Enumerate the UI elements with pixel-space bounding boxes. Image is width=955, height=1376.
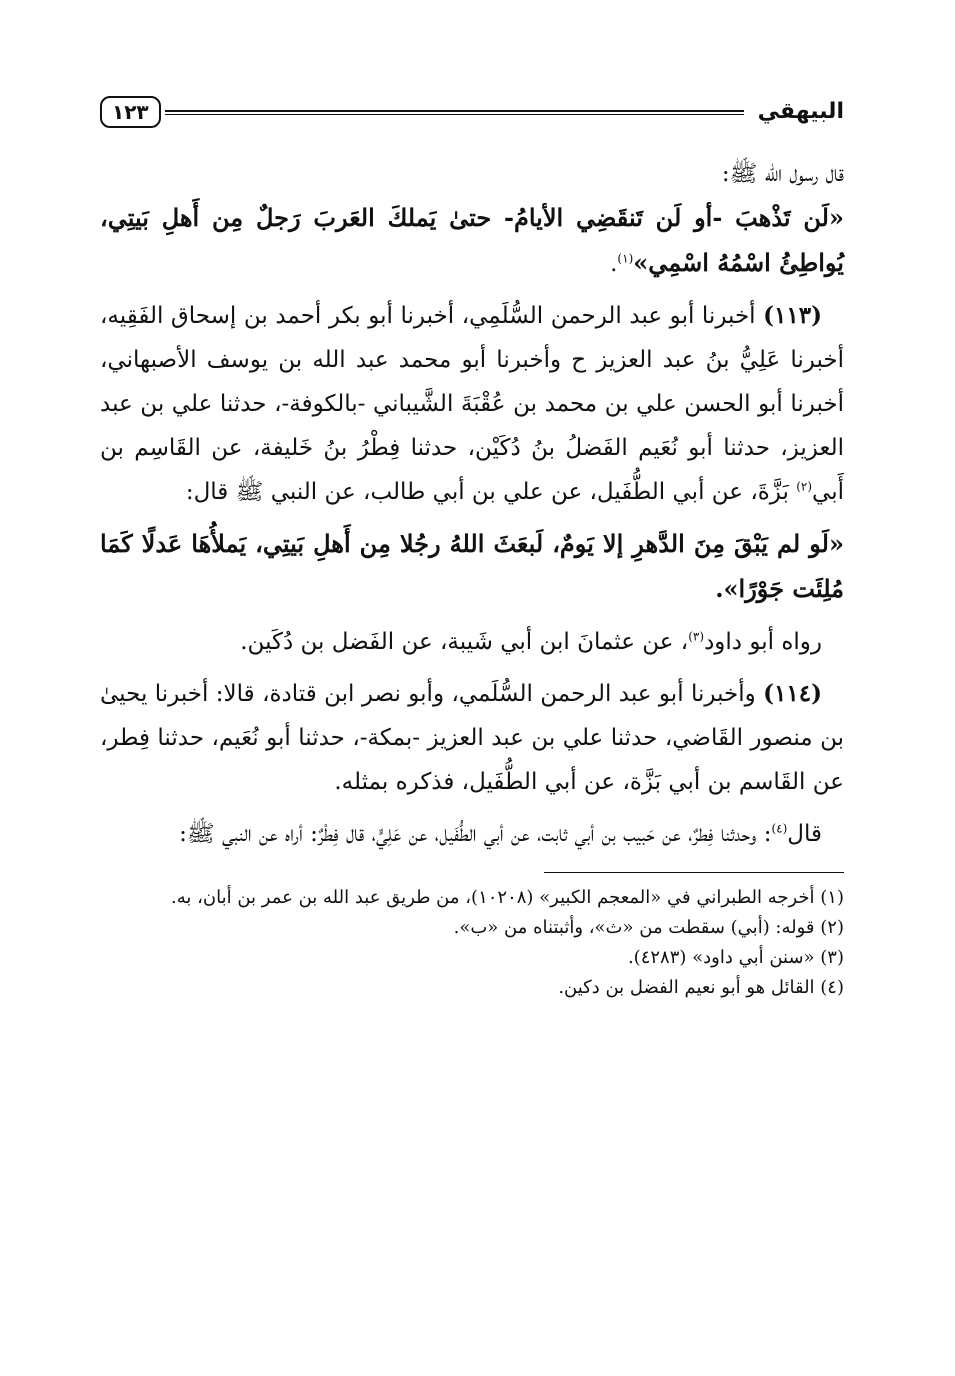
paragraph-qala (100, 812, 844, 856)
qala-a: قال (787, 821, 822, 847)
footnotes (100, 883, 844, 1003)
footnote-3: (٣) «سنن أبي داود» (٤٢٨٣). (627, 947, 844, 968)
qala-b: : وحدثنا فِطرٌ، عن حَبيب بن أبي ثابت، عن أبي الطُّفَيل، عن عَلِيٍّ، قال فِطْرٌ: أراه عن النبي ﷺ: (179, 821, 772, 847)
hadith-text-1: «لَن تَذْهبَ -أو لَن تَنقَضِي الأيامُ- حتىٰ يَملكَ العَربَ رَجلٌ مِن أَهلِ بَيتِي، يُواطِئُ اسْمُهُ اسْمِي» (100, 203, 844, 277)
footnote-4: (٤) القائل هو أبو نعيم الفضل بن دكين. (558, 977, 844, 998)
narration-a: رواه أبو داود (704, 629, 822, 655)
main-text (100, 152, 844, 856)
header-rule (165, 110, 744, 115)
hadith-1-end: . (610, 251, 618, 277)
running-title: البيهقي (757, 99, 844, 124)
hadith-text-2: «لَو لم يَبْقَ مِنَ الدَّهرِ إلا يَومٌ، لَبعَثَ اللهُ رجُلا مِن أَهلِ بَيتِي، يَملأُهَا عَدلًا كَمَا مُلِئَت جَوْرًا». (100, 529, 844, 603)
page-header (100, 92, 844, 132)
footnote-ref-1[interactable]: (١) (617, 251, 634, 266)
hadith-number-114: (١١٤) (763, 680, 822, 707)
book-page (100, 92, 844, 1332)
isnad-113-b: بَزَّةَ، عن أبي الطُّفَيل، عن علي بن أبي طالب، عن النبي ﷺ قال: (185, 479, 789, 505)
isnad-113-a: أخبرنا أبو عبد الرحمن السُّلَمِي، أخبرنا أبو بكر أحمد بن إسحاق الفَقِيه، أخبرنا عَلِيُّ بنُ عبد العزيز ح وأخبرنا أبو محمد عبد الله بن يوسف الأصبهاني، أخبرنا أبو الحسن علي بن محمد بن عُقْبَةَ الشَّيباني -بالكوفة-، حدثنا علي بن عبد العزيز، حدثنا أبو نُعَيم الفَضلُ بنُ دُكَيْن، حدثنا فِطْرُ بنُ خَليفة، عن القَاسِم بن أَبي (100, 303, 844, 505)
footnote-1: (١) أخرجه الطبراني في «المعجم الكبير» (١٠٢٠٨)، من طريق عبد الله بن عمر بن أبان، به. (171, 887, 844, 908)
page-number: ١٢٣ (100, 96, 161, 128)
paragraph-114 (100, 672, 844, 804)
paragraph-113 (100, 294, 844, 514)
paragraph-hadith-1 (100, 196, 844, 286)
narration-b: ، عن عثمانَ ابن أبي شَيبة، عن الفَضل بن دُكَين. (240, 629, 689, 655)
footnote-separator (544, 872, 844, 873)
footnote-2: (٢) قوله: (أبي) سقطت من «ث»، وأثبتناه من «ب». (453, 917, 844, 938)
hadith-number-113: (١١٣) (763, 302, 822, 329)
paragraph-narration (100, 620, 844, 664)
footnote-ref-2[interactable]: (٢) (796, 479, 813, 494)
isnad-114: وأخبرنا أبو عبد الرحمن السُّلَمي، وأبو نصر ابن قتادة، قالا: أخبرنا يحيىٰ بن منصور القَاضي، حدثنا علي بن عبد العزيز -بمكة-، حدثنا أبو نُعَيم، حدثنا فِطر، عن القَاسم بن أبي بَزَّة، عن أبي الطُّفَيل، فذكره بمثله. (100, 681, 844, 795)
intro-text: قال رسول الله ﷺ: (721, 161, 844, 187)
paragraph-hadith-2 (100, 522, 844, 612)
paragraph-intro (100, 152, 844, 196)
footnote-ref-4[interactable]: (٤) (771, 821, 788, 836)
footnote-ref-3[interactable]: (٣) (688, 629, 705, 644)
